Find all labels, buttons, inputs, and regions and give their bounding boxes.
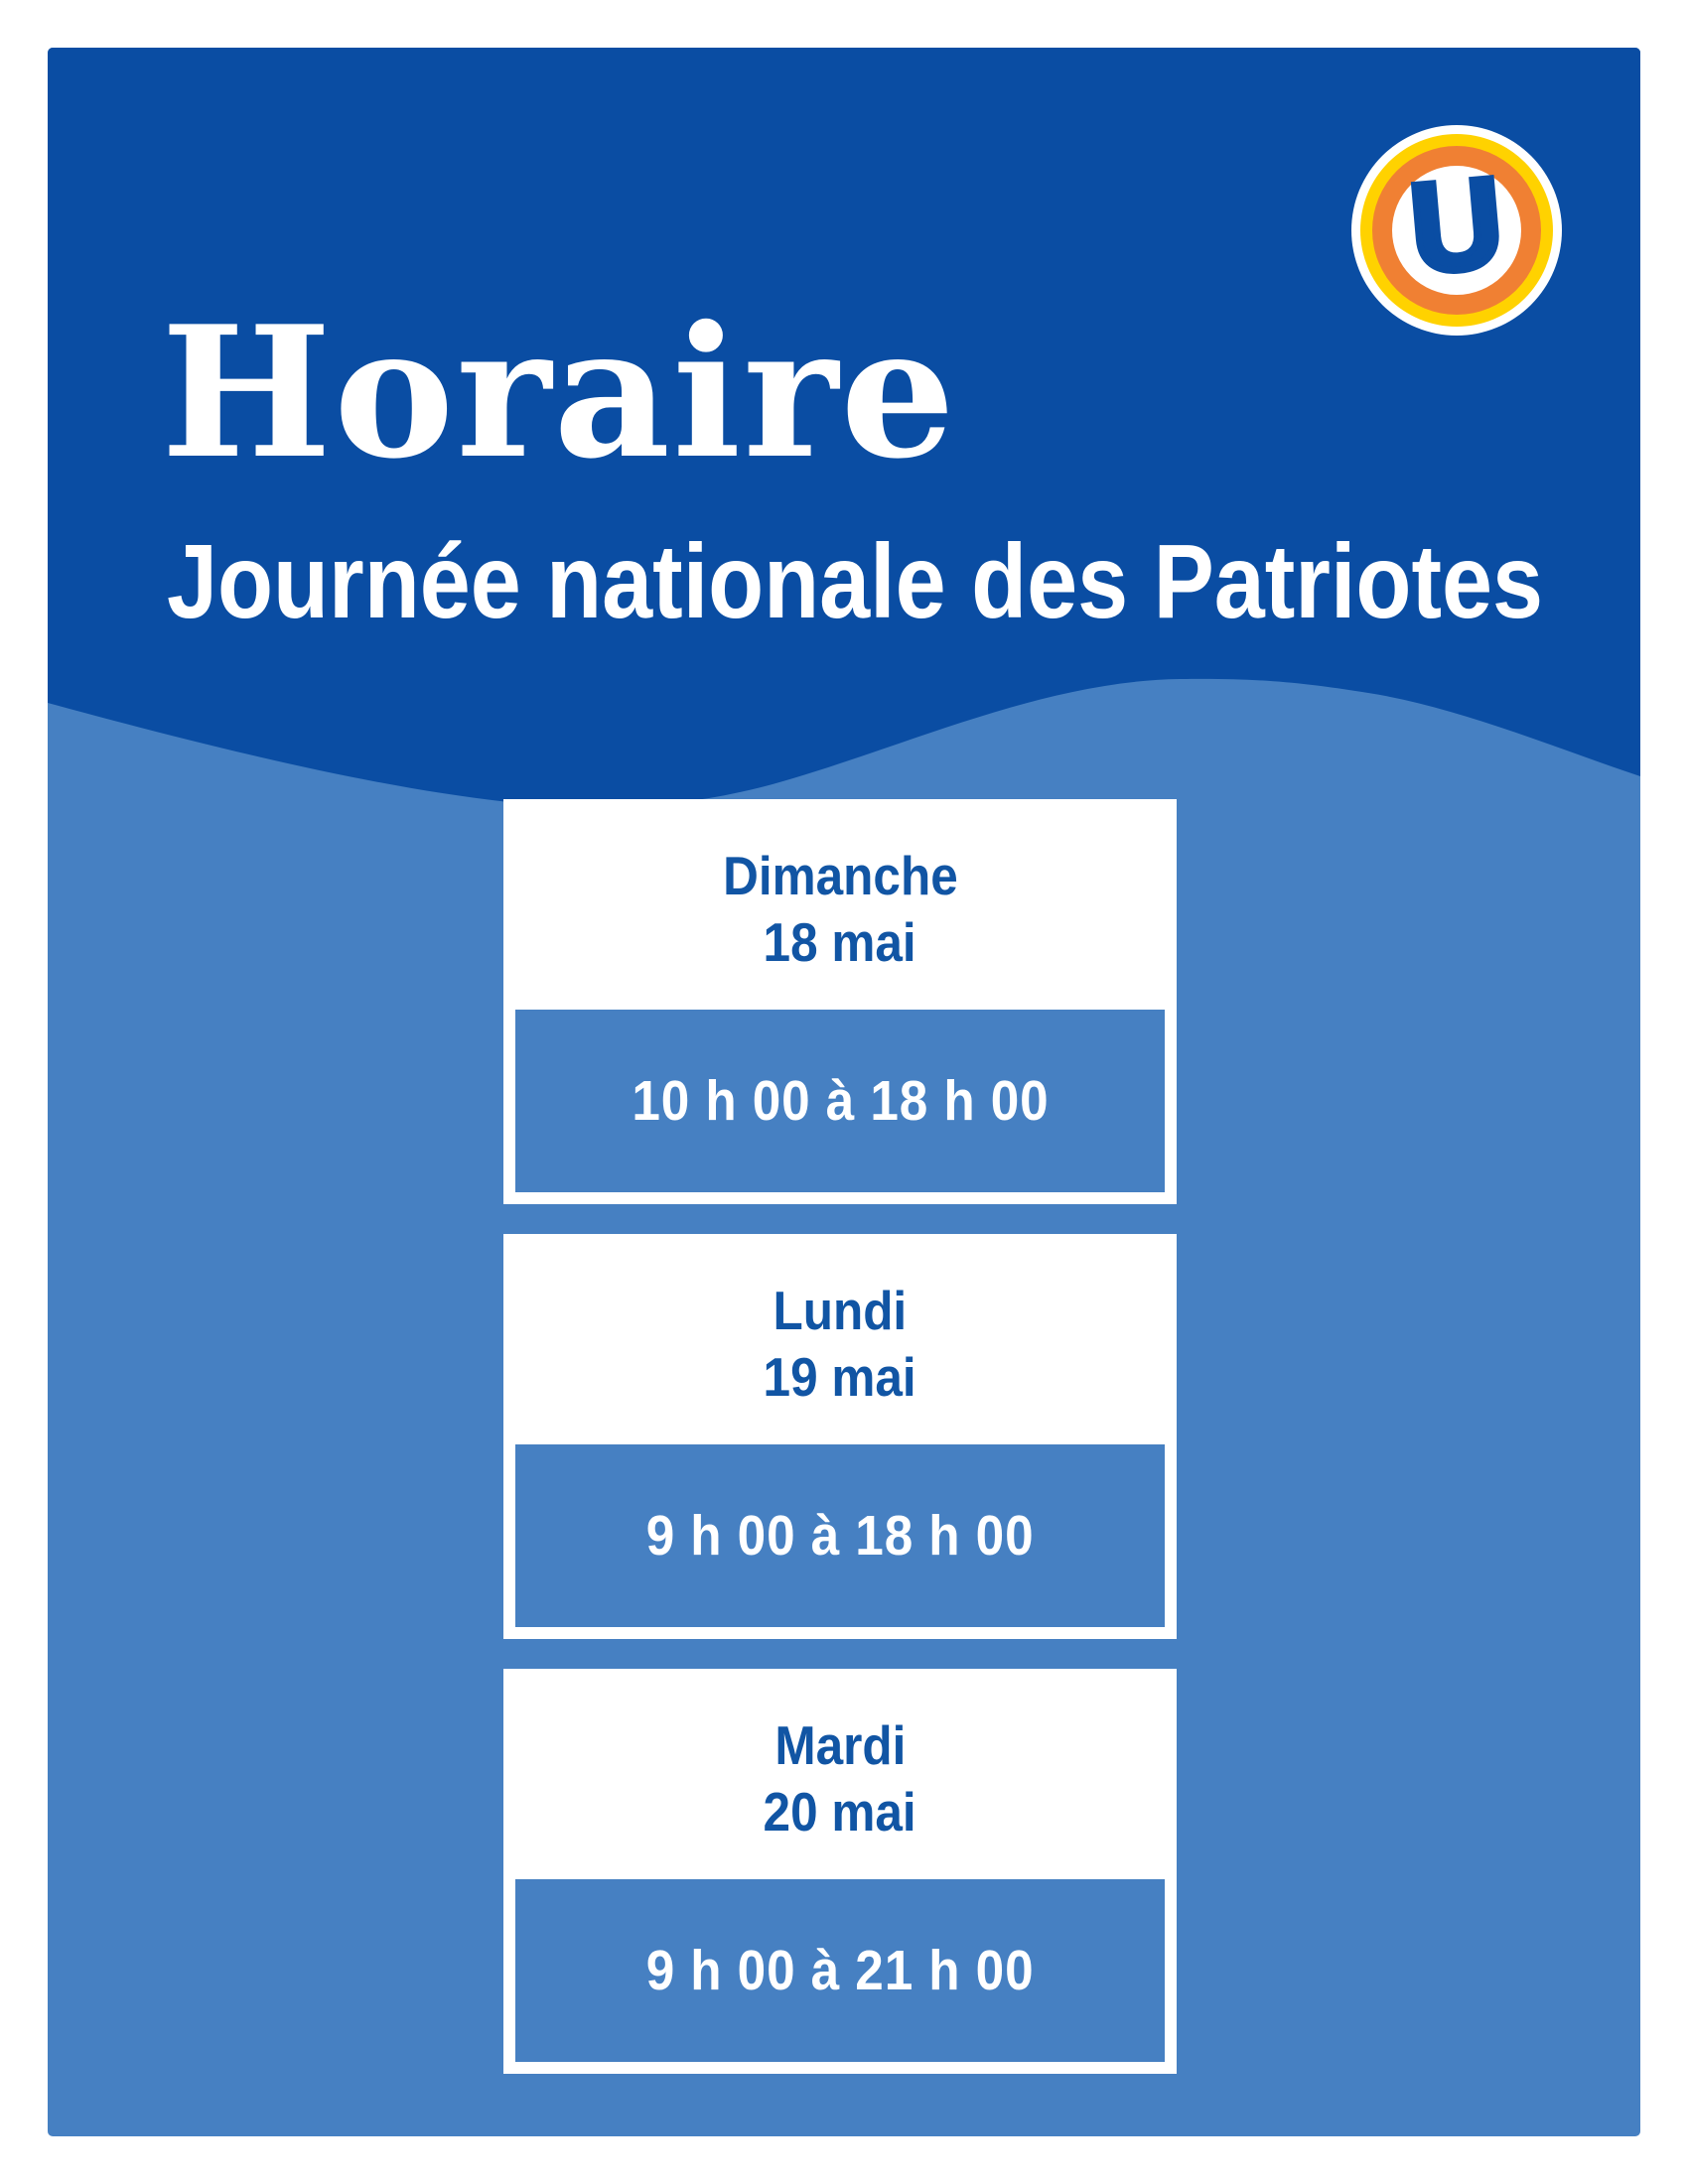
card-day-name: Dimanche [722, 845, 958, 906]
card-day-name: Mardi [774, 1714, 907, 1776]
card-hours-text: 9 h 00 à 21 h 00 [645, 1939, 1035, 2002]
card-hours-panel [515, 1444, 1165, 1627]
brand-logo-icon [1351, 125, 1562, 336]
schedule-card-tuesday [503, 1669, 1177, 2074]
card-day-date: 20 mai [763, 1781, 917, 1843]
card-day-date: 18 mai [763, 911, 917, 973]
brand-logo-letter: U [1404, 151, 1508, 301]
logo-white-disc [1392, 151, 1521, 301]
poster [48, 48, 1640, 2136]
card-day-date: 19 mai [763, 1346, 917, 1408]
schedule-card-sunday [503, 799, 1177, 1204]
card-day-block [503, 1669, 1177, 1879]
poster-title: Horaire [161, 286, 957, 498]
card-day-name: Lundi [773, 1280, 908, 1341]
card-hours-panel [515, 1010, 1165, 1192]
card-hours-text: 10 h 00 à 18 h 00 [631, 1069, 1050, 1133]
card-hours-panel [515, 1879, 1165, 2062]
poster-subtitle: Journée nationale des Patriotes [167, 523, 1543, 640]
card-hours-text: 9 h 00 à 18 h 00 [645, 1504, 1035, 1568]
card-day-block [503, 799, 1177, 1010]
card-day-block [503, 1234, 1177, 1444]
schedule-card-monday [503, 1234, 1177, 1639]
